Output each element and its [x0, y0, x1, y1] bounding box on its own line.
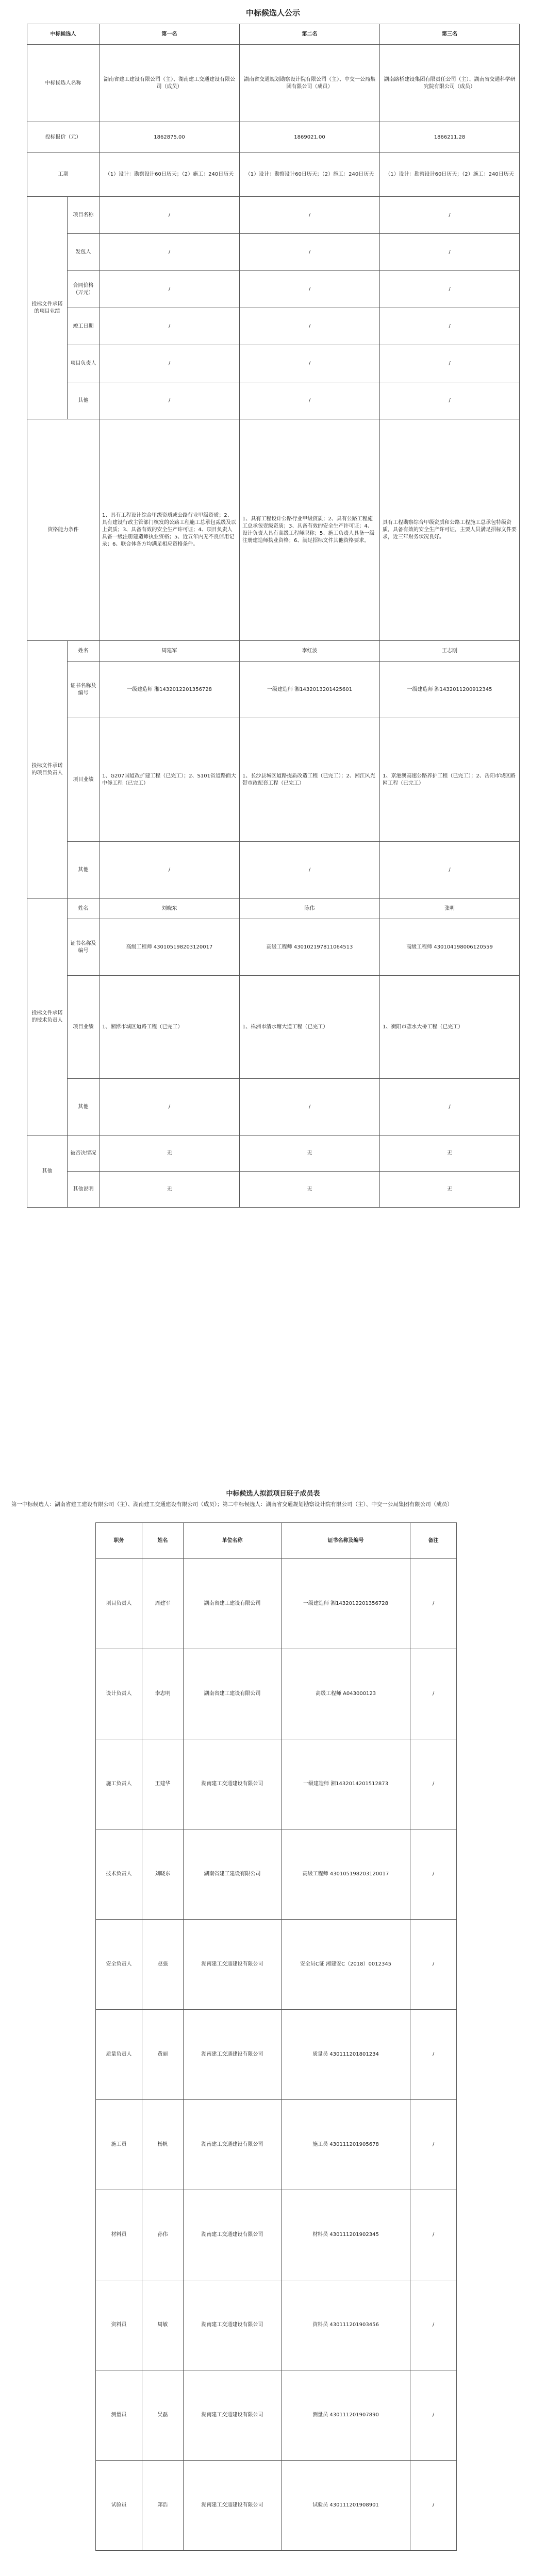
table-cell: /: [410, 1649, 457, 1739]
table-cell: 一级建造师 湘1432012201356728: [282, 1559, 410, 1649]
column-header: 李红波: [240, 641, 380, 662]
column-header: 刘晓东: [100, 899, 240, 919]
table-cell: 1866211.28: [380, 122, 520, 153]
table-cell: /: [100, 197, 240, 234]
table-cell: 测量员: [96, 2370, 142, 2461]
table-cell: /: [100, 234, 240, 271]
table-row: [27, 641, 520, 662]
row-label: 项目名称: [68, 197, 100, 234]
page-title: 中标候选人公示: [245, 8, 300, 18]
row-group-label: 投标文件承诺的项目负责人: [27, 641, 68, 899]
table-cell: 测量员 430111201907890: [282, 2370, 410, 2461]
row-label: 中标候选人名称: [27, 45, 100, 122]
table-row: [96, 1829, 457, 1920]
column-header: 职务: [96, 1523, 142, 1559]
table-cell: /: [100, 345, 240, 382]
table-cell: 资料员: [96, 2280, 142, 2370]
row-label: 发包人: [68, 234, 100, 271]
table-cell: /: [380, 308, 520, 345]
row-label: 被否决情况: [68, 1136, 100, 1172]
table-cell: /: [410, 2010, 457, 2100]
table-row: [96, 1649, 457, 1739]
table-cell: 无: [240, 1136, 380, 1172]
table-cell: 湖南省建工建设有限公司: [184, 1559, 282, 1649]
table-row: [27, 24, 520, 45]
table-cell: /: [100, 382, 240, 419]
table-row: [27, 419, 520, 641]
table-row: [27, 1136, 520, 1172]
table-cell: 郑浩: [142, 2461, 184, 2551]
table-cell: （1）设计：勘察设计60日历天；（2）施工：240日历天: [100, 153, 240, 197]
table-cell: 1862875.00: [100, 122, 240, 153]
table-cell: 技术负责人: [96, 1829, 142, 1920]
table-cell: 湖南建工交通建设有限公司: [184, 1739, 282, 1829]
table-cell: 周建军: [142, 1559, 184, 1649]
table-cell: 湖南建工交通建设有限公司: [184, 2010, 282, 2100]
row-label: 工期: [27, 153, 100, 197]
column-header: 周建军: [100, 641, 240, 662]
table-row: [96, 1739, 457, 1829]
table-cell: /: [410, 1559, 457, 1649]
table-cell: 质量员 430111201801234: [282, 2010, 410, 2100]
row-label: 项目业绩: [68, 718, 100, 842]
table-cell: 施工员: [96, 2100, 142, 2190]
table-row: [27, 234, 520, 271]
table-cell: 一级建造师 湘1432012201356728: [100, 662, 240, 718]
row-label: 竣工日期: [68, 308, 100, 345]
column-header: 姓名: [68, 899, 100, 919]
table-cell: /: [240, 271, 380, 308]
table-cell: 湖南建工交通建设有限公司: [184, 2100, 282, 2190]
column-header: 张明: [380, 899, 520, 919]
table-cell: （1）设计：勘察设计60日历天；（2）施工：240日历天: [240, 153, 380, 197]
table-cell: 1、长沙县城区道路提质改造工程（已完工）；2、湘江风光带市政配套工程（已完工）: [240, 718, 380, 842]
table-cell: /: [410, 2280, 457, 2370]
row-label: 证书名称及编号: [68, 662, 100, 718]
table-cell: 湖南建工交通建设有限公司: [184, 2190, 282, 2280]
table-row: [27, 382, 520, 419]
table-cell: /: [240, 234, 380, 271]
table-row: [96, 1523, 457, 1559]
table-cell: 无: [100, 1136, 240, 1172]
table-cell: 湖南省建工建设有限公司: [184, 1649, 282, 1739]
column-header: 中标候选人: [27, 24, 100, 45]
table-cell: /: [410, 2190, 457, 2280]
table-cell: /: [380, 382, 520, 419]
table-cell: 1869021.00: [240, 122, 380, 153]
table-cell: /: [380, 197, 520, 234]
table-row: [27, 345, 520, 382]
table-cell: 安全员C证 湘建安C（2018）0012345: [282, 1920, 410, 2010]
table-cell: /: [240, 197, 380, 234]
staff-table-1: [95, 1522, 457, 2551]
table-cell: /: [240, 1079, 380, 1136]
table-cell: 湖南建工交通建设有限公司: [184, 2461, 282, 2551]
table-cell: 周敏: [142, 2280, 184, 2370]
table-row: [27, 662, 520, 718]
table-cell: /: [380, 234, 520, 271]
table-row: [96, 2461, 457, 2551]
table-cell: 湖南省建工建设有限公司: [184, 1829, 282, 1920]
row-label: 其他说明: [68, 1172, 100, 1208]
table-cell: /: [100, 271, 240, 308]
column-header: 第一名: [100, 24, 240, 45]
table-cell: 施工负责人: [96, 1739, 142, 1829]
table-cell: 1、G207国道改扩建工程（已完工）；2、S101省道路面大中修工程（已完工）: [100, 718, 240, 842]
table-cell: /: [100, 1079, 240, 1136]
table-cell: /: [410, 1829, 457, 1920]
table-cell: /: [380, 271, 520, 308]
table-cell: 湖南省交通规划勘察设计院有限公司（主）、中交一公局集团有限公司（成员）: [240, 45, 380, 122]
table-cell: 湖南建工交通建设有限公司: [184, 2370, 282, 2461]
table-row: [96, 2100, 457, 2190]
table-cell: 一级建造师 湘1432014201512873: [282, 1739, 410, 1829]
column-header: 陈伟: [240, 899, 380, 919]
table-cell: 一级建造师 湘1432013201425601: [240, 662, 380, 718]
row-label: 证书名称及编号: [68, 919, 100, 976]
table-cell: 无: [380, 1136, 520, 1172]
row-label: 资格能力条件: [27, 419, 100, 641]
table-cell: 设计负责人: [96, 1649, 142, 1739]
table-cell: 1、株洲市清水塘大道工程（已完工）: [240, 976, 380, 1079]
row-group-label: 投标文件承诺的技术负责人: [27, 899, 68, 1136]
table-cell: /: [100, 308, 240, 345]
table-cell: 刘晓东: [142, 1829, 184, 1920]
table-cell: /: [380, 1079, 520, 1136]
table-cell: 无: [380, 1172, 520, 1208]
table-cell: 孙伟: [142, 2190, 184, 2280]
candidate-table: [27, 24, 520, 1208]
column-header: 姓名: [142, 1523, 184, 1559]
table-cell: 杨帆: [142, 2100, 184, 2190]
table-row: [27, 718, 520, 842]
table-cell: /: [100, 842, 240, 899]
table-row: [96, 2010, 457, 2100]
table-cell: 高级工程师 430105198203120017: [100, 919, 240, 976]
table-row: [96, 1559, 457, 1649]
table-cell: /: [410, 2100, 457, 2190]
table-row: [27, 122, 520, 153]
table-cell: 具有工程勘察综合甲级资质和公路工程施工总承包特级资质，具备有效的安全生产许可证，主要人员满足招标文件要求，近三年财务状况良好。: [380, 419, 520, 641]
table-cell: 无: [100, 1172, 240, 1208]
table-cell: 湖南省建工建设有限公司（主）、湖南建工交通建设有限公司（成员）: [100, 45, 240, 122]
staff-note-1: 第一中标候选人：湖南省建工建设有限公司（主）、湖南建工交通建设有限公司（成员）；第二中标候选人：湖南省交通规划勘察设计院有限公司（主）、中交一公局集团有限公司（成员）: [11, 1501, 453, 1507]
table-cell: 材料员: [96, 2190, 142, 2280]
table-cell: 无: [240, 1172, 380, 1208]
table-cell: 1、衡阳市蒸水大桥工程（已完工）: [380, 976, 520, 1079]
table-row: [27, 899, 520, 919]
table-row: [27, 197, 520, 234]
table-cell: 湖南建工交通建设有限公司: [184, 1920, 282, 2010]
table-cell: 高级工程师 A043000123: [282, 1649, 410, 1739]
column-header: 单位名称: [184, 1523, 282, 1559]
table-cell: 李志明: [142, 1649, 184, 1739]
table-row: [27, 271, 520, 308]
row-group-label: 投标文件承诺的项目业绩: [27, 197, 68, 419]
table-cell: 1、具有工程设计综合甲级资质或公路行业甲级资质；2、具有建设行政主管部门核发的公路工程施工总承包贰级及以上资质；3、具备有效的安全生产许可证；4、项目负责人具备一级注册建造师执业资格；5、近五年内无不良信用记录；6、联合体各方均满足相应资格条件。: [100, 419, 240, 641]
table-cell: /: [240, 345, 380, 382]
table-cell: /: [240, 842, 380, 899]
table-cell: 高级工程师 430104198006120559: [380, 919, 520, 976]
table-row: [96, 1920, 457, 2010]
table-row: [27, 919, 520, 976]
table-row: [96, 2370, 457, 2461]
table-cell: （1）设计：勘察设计60日历天；（2）施工：240日历天: [380, 153, 520, 197]
staff-title: 中标候选人拟派项目班子成员表: [226, 1490, 320, 1498]
table-cell: /: [410, 2370, 457, 2461]
table-cell: 高级工程师 430105198203120017: [282, 1829, 410, 1920]
table-cell: 1、具有工程设计公路行业甲级资质；2、具有公路工程施工总承包壹级资质；3、具备有效的安全生产许可证；4、设计负责人具有高级工程师职称；5、施工负责人具备一级注册建造师执业资格；6、满足招标文件其他资格要求。: [240, 419, 380, 641]
table-row: [96, 2190, 457, 2280]
row-label: 其他: [68, 382, 100, 419]
table-cell: /: [410, 2461, 457, 2551]
row-label: 合同价格（万元）: [68, 271, 100, 308]
table-cell: 吴磊: [142, 2370, 184, 2461]
table-cell: 质量负责人: [96, 2010, 142, 2100]
column-header: 备注: [410, 1523, 457, 1559]
table-cell: /: [410, 1739, 457, 1829]
table-row: [27, 976, 520, 1079]
row-label: 项目负责人: [68, 345, 100, 382]
table-cell: /: [380, 345, 520, 382]
table-cell: 赵强: [142, 1920, 184, 2010]
table-cell: 湖南建工交通建设有限公司: [184, 2280, 282, 2370]
table-row: [27, 1172, 520, 1208]
table-cell: 1、京港澳高速公路养护工程（已完工）；2、岳阳市城区路网工程（已完工）: [380, 718, 520, 842]
table-cell: /: [240, 382, 380, 419]
table-cell: 黄丽: [142, 2010, 184, 2100]
table-cell: 项目负责人: [96, 1559, 142, 1649]
table-cell: 安全负责人: [96, 1920, 142, 2010]
row-group-label: 其他: [27, 1136, 68, 1208]
table-cell: 资料员 430111201903456: [282, 2280, 410, 2370]
table-cell: 试验员 430111201908901: [282, 2461, 410, 2551]
row-label: 投标报价（元）: [27, 122, 100, 153]
table-cell: 材料员 430111201902345: [282, 2190, 410, 2280]
column-header: 第二名: [240, 24, 380, 45]
column-header: 王志刚: [380, 641, 520, 662]
table-cell: 湖南路桥建设集团有限责任公司（主）、湖南省交通科学研究院有限公司（成员）: [380, 45, 520, 122]
table-cell: 施工员 430111201905678: [282, 2100, 410, 2190]
table-cell: /: [380, 842, 520, 899]
table-row: [27, 842, 520, 899]
table-row: [27, 1079, 520, 1136]
table-cell: 王建华: [142, 1739, 184, 1829]
table-cell: 一级建造师 湘1432011200912345: [380, 662, 520, 718]
table-row: [27, 308, 520, 345]
table-cell: /: [240, 308, 380, 345]
table-row: [27, 45, 520, 122]
table-row: [96, 2280, 457, 2370]
row-label: 其他: [68, 1079, 100, 1136]
row-label: 其他: [68, 842, 100, 899]
table-cell: 试验员: [96, 2461, 142, 2551]
table-row: [27, 153, 520, 197]
column-header: 姓名: [68, 641, 100, 662]
table-cell: 高级工程师 430102197811064513: [240, 919, 380, 976]
column-header: 第三名: [380, 24, 520, 45]
table-cell: /: [410, 1920, 457, 2010]
row-label: 项目业绩: [68, 976, 100, 1079]
column-header: 证书名称及编号: [282, 1523, 410, 1559]
table-cell: 1、湘潭市城区道路工程（已完工）: [100, 976, 240, 1079]
